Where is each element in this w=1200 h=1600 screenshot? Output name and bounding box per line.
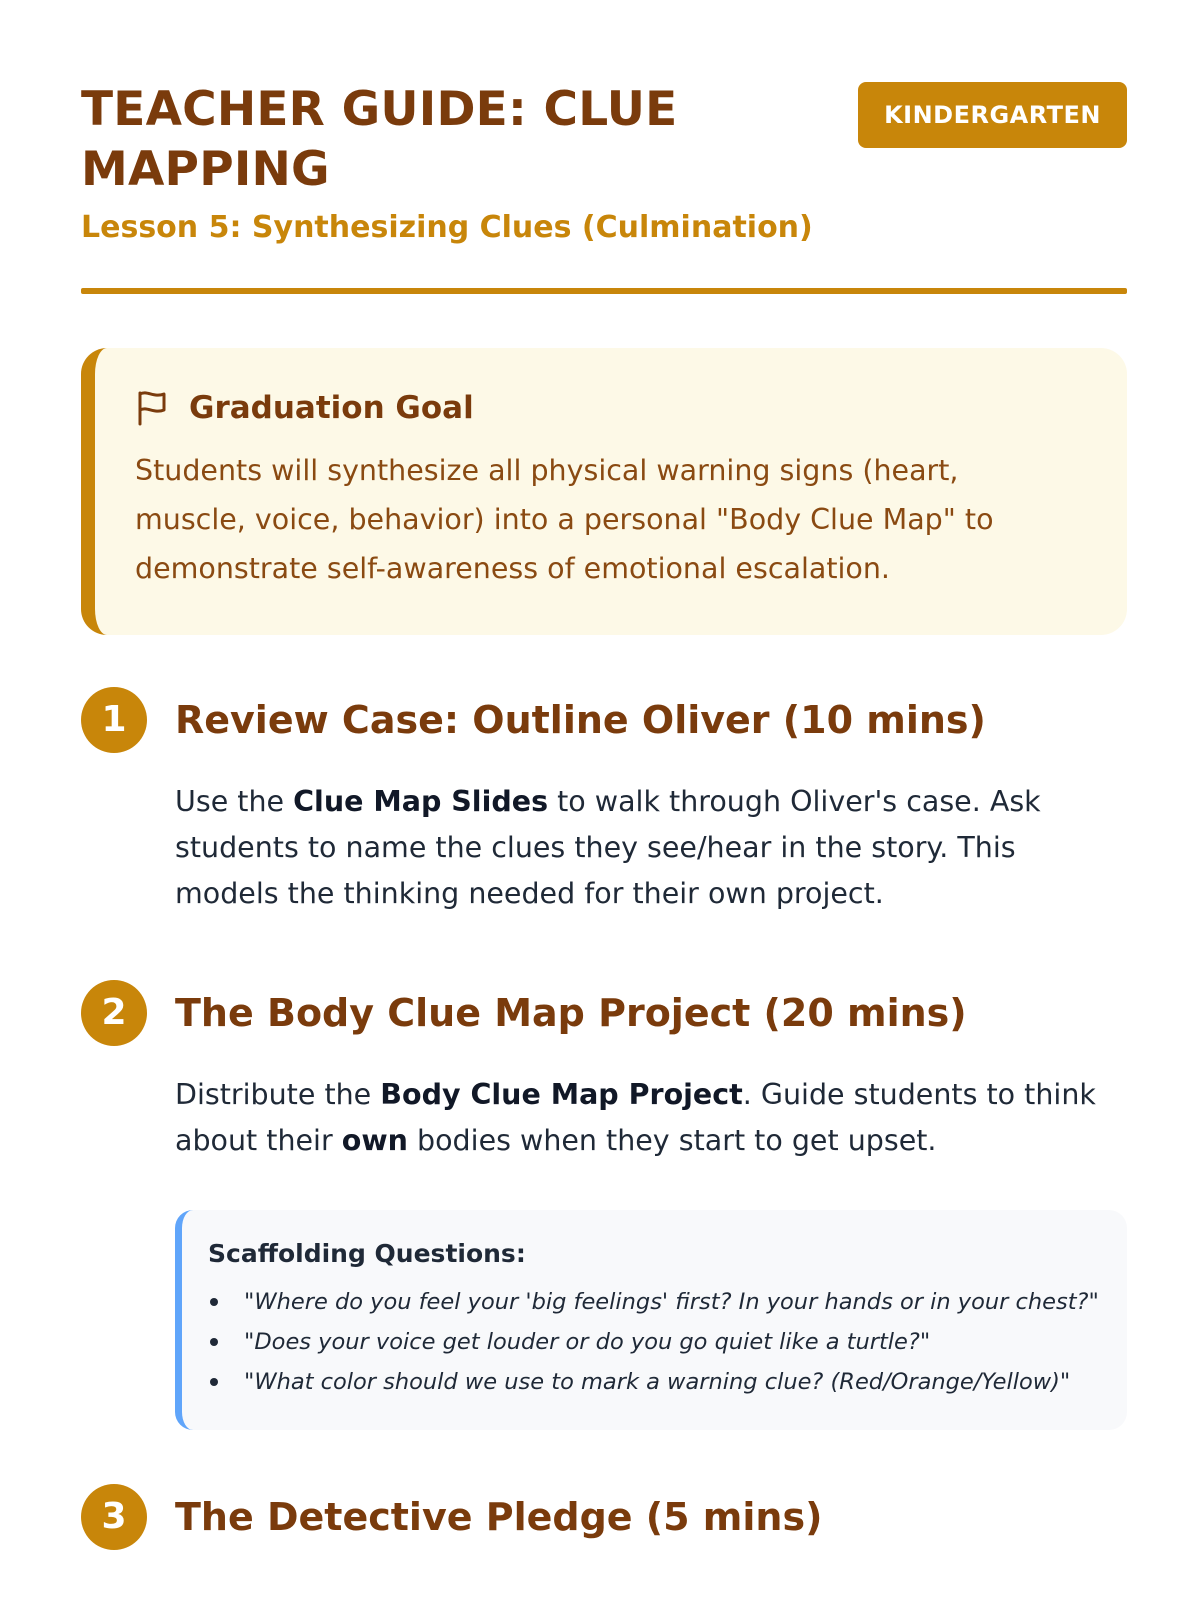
question-text: "What color should we use to mark a warning clue? (Red/Orange/Yellow)" xyxy=(244,1369,1071,1395)
bullet-icon xyxy=(210,1298,218,1306)
teacher-guide-page xyxy=(81,0,1127,1600)
flag-icon xyxy=(135,390,169,426)
goal-text: Students will synthesize all physical warning signs (heart, muscle, voice, behavior) into a personal "Body Clue Map" to demonstrate self-awareness of emotional escalation. xyxy=(135,454,994,585)
question-text: "Where do you feel your 'big feelings' first? In your hands or in your chest?" xyxy=(244,1289,1099,1315)
header xyxy=(81,80,1127,246)
graduation-goal-box xyxy=(81,348,1127,635)
step-title: The Detective Pledge (5 mins) xyxy=(175,1495,823,1539)
emphasis: own xyxy=(341,1124,408,1157)
question-text: "Does your voice get louder or do you go quiet like a turtle?" xyxy=(244,1329,931,1355)
scaffolding-list xyxy=(208,1282,1103,1402)
step-number: 3 xyxy=(81,1484,147,1550)
step-description xyxy=(175,779,1127,917)
resource-name: Clue Map Slides xyxy=(293,785,549,818)
goal-title: Graduation Goal xyxy=(189,390,474,426)
bullet-icon xyxy=(210,1338,218,1346)
list-item xyxy=(208,1322,1103,1362)
resource-name: Body Clue Map Project xyxy=(380,1078,743,1111)
lesson-subtitle: Lesson 5: Synthesizing Clues (Culmination) xyxy=(81,210,813,245)
text-segment: Use the xyxy=(175,785,294,818)
grade-badge: KINDERGARTEN xyxy=(858,82,1127,148)
text-segment: Distribute the xyxy=(175,1078,381,1111)
text-segment: bodies when they start to get upset. xyxy=(407,1124,937,1157)
step-title: The Body Clue Map Project (20 mins) xyxy=(175,991,967,1035)
step-number: 1 xyxy=(81,687,147,753)
list-item xyxy=(208,1282,1103,1322)
list-item xyxy=(208,1362,1103,1402)
text-segment: . Guide students to think about their xyxy=(175,1078,1096,1157)
scaffolding-title: Scaffolding Questions: xyxy=(208,1239,526,1268)
step-number: 2 xyxy=(81,980,147,1046)
step-title: Review Case: Outline Oliver (10 mins) xyxy=(175,698,986,742)
page-title: TEACHER GUIDE: CLUE MAPPING xyxy=(81,82,678,197)
scaffolding-questions-box xyxy=(175,1210,1127,1430)
goal-header xyxy=(135,388,1077,428)
bullet-icon xyxy=(210,1378,218,1386)
header-divider xyxy=(81,288,1127,294)
text-segment: to walk through Oliver's case. Ask students to name the clues they see/hear in the story. This models the thinking needed for their own project. xyxy=(175,785,1041,910)
step-description xyxy=(175,1072,1127,1164)
